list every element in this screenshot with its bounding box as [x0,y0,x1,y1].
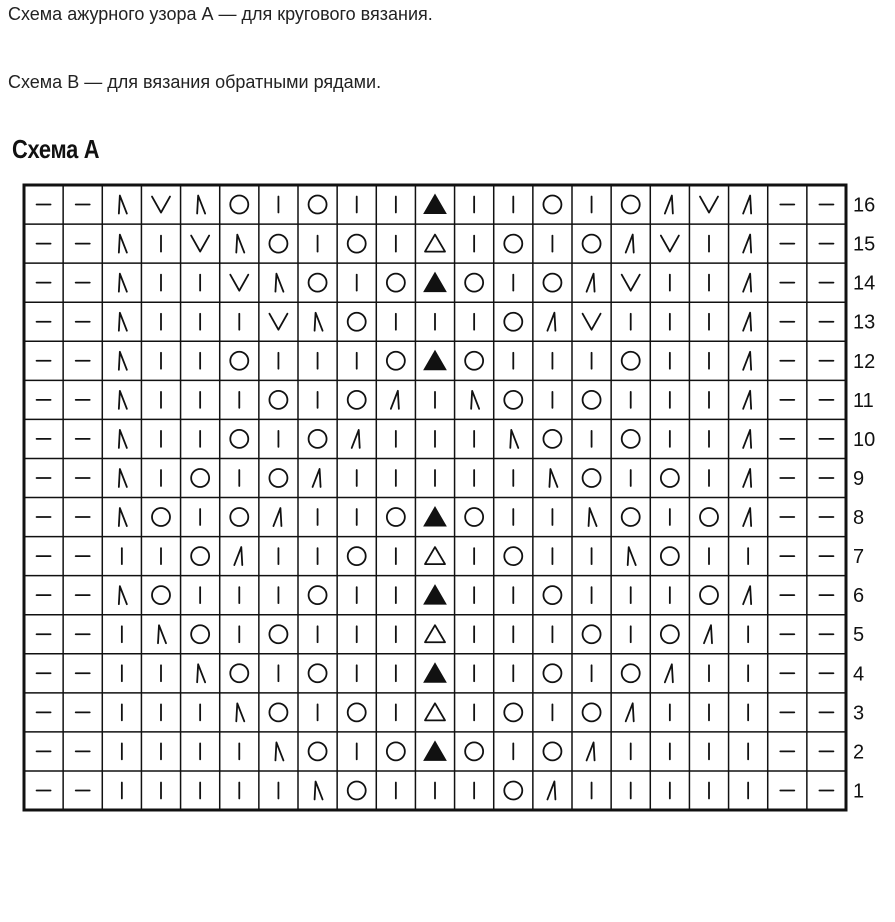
yarn-over-circle-symbol [622,196,640,214]
yarn-over-circle-symbol [583,235,601,253]
slant-right-decrease-symbol [391,391,399,409]
slant-left-decrease-symbol [236,703,244,721]
slant-right-decrease-symbol [743,430,751,448]
slant-right-decrease-symbol [743,274,751,292]
yarn-over-circle-symbol [152,508,170,526]
slant-left-decrease-symbol [119,274,127,292]
yarn-over-circle-symbol [465,508,483,526]
slant-right-decrease-symbol [313,469,321,487]
slant-right-decrease-symbol [743,352,751,370]
yarn-over-circle-symbol [465,352,483,370]
slant-right-decrease-symbol [626,703,634,721]
yarn-over-circle-symbol [622,352,640,370]
slant-left-decrease-symbol [158,625,166,643]
yarn-over-circle-symbol [622,430,640,448]
yarn-over-circle-symbol [309,742,327,760]
yarn-over-circle-symbol [661,625,679,643]
slant-left-decrease-symbol [119,508,127,526]
filled-triangle-decrease-symbol [424,663,446,682]
yarn-over-circle-symbol [191,547,209,565]
slant-right-decrease-symbol [743,196,751,214]
yarn-over-circle-symbol [543,274,561,292]
slant-left-decrease-symbol [119,430,127,448]
slant-left-decrease-symbol [119,235,127,253]
slant-left-decrease-symbol [197,664,205,682]
slant-right-decrease-symbol [665,196,673,214]
open-triangle-symbol [425,703,445,720]
slant-right-decrease-symbol [665,664,673,682]
slant-left-decrease-symbol [471,391,479,409]
yarn-over-circle-symbol [348,703,366,721]
slant-left-decrease-symbol [197,196,205,214]
yarn-over-circle-symbol [700,586,718,604]
slant-right-decrease-symbol [587,274,595,292]
yarn-over-circle-symbol [191,625,209,643]
yarn-over-circle-symbol [661,547,679,565]
slant-right-decrease-symbol [587,742,595,760]
yarn-over-circle-symbol [543,586,561,604]
slant-left-decrease-symbol [119,391,127,409]
row-number: 7 [853,546,865,569]
slant-right-decrease-symbol [273,508,281,526]
chart-title: Схема А [12,134,100,164]
slant-right-decrease-symbol [743,469,751,487]
slant-right-decrease-symbol [743,235,751,253]
v-decrease-symbol [152,197,170,213]
yarn-over-circle-symbol [543,742,561,760]
yarn-over-circle-symbol [504,781,522,799]
yarn-over-circle-symbol [504,547,522,565]
yarn-over-circle-symbol [622,664,640,682]
yarn-over-circle-symbol [504,703,522,721]
yarn-over-circle-symbol [230,196,248,214]
filled-triangle-decrease-symbol [424,585,446,604]
slant-right-decrease-symbol [234,547,242,565]
filled-triangle-decrease-symbol [424,741,446,760]
slant-right-decrease-symbol [743,508,751,526]
yarn-over-circle-symbol [465,274,483,292]
slant-right-decrease-symbol [547,781,555,799]
slant-right-decrease-symbol [704,625,712,643]
yarn-over-circle-symbol [583,703,601,721]
row-number: 3 [853,702,865,725]
yarn-over-circle-symbol [583,625,601,643]
caption-scheme-a: Схема ажурного узора А — для кругового вязания. [8,4,433,24]
slant-right-decrease-symbol [352,430,360,448]
open-triangle-symbol [425,547,445,564]
yarn-over-circle-symbol [309,274,327,292]
row-number: 14 [853,272,876,295]
row-number: 8 [853,507,865,530]
slant-left-decrease-symbol [119,352,127,370]
yarn-over-circle-symbol [543,664,561,682]
yarn-over-circle-symbol [583,469,601,487]
yarn-over-circle-symbol [348,391,366,409]
row-number: 1 [853,780,865,803]
row-number: 2 [853,741,865,764]
caption-scheme-b: Схема В — для вязания обратными рядами. [8,72,382,92]
filled-triangle-decrease-symbol [424,507,446,526]
row-number: 11 [853,389,874,412]
row-number: 9 [853,467,865,490]
v-decrease-symbol [622,275,640,291]
v-decrease-symbol [661,236,679,252]
slant-right-decrease-symbol [626,235,634,253]
v-decrease-symbol [230,275,248,291]
yarn-over-circle-symbol [465,742,483,760]
yarn-over-circle-symbol [387,274,405,292]
slant-left-decrease-symbol [589,508,597,526]
slant-left-decrease-symbol [119,469,127,487]
yarn-over-circle-symbol [309,196,327,214]
v-decrease-symbol [583,314,601,330]
slant-right-decrease-symbol [743,586,751,604]
row-number: 5 [853,624,865,647]
row-number: 13 [853,311,876,334]
v-decrease-symbol [700,197,718,213]
slant-right-decrease-symbol [547,313,555,331]
slant-left-decrease-symbol [315,313,323,331]
yarn-over-circle-symbol [309,586,327,604]
open-triangle-symbol [425,625,445,642]
slant-right-decrease-symbol [743,391,751,409]
yarn-over-circle-symbol [191,469,209,487]
yarn-over-circle-symbol [348,235,366,253]
yarn-over-circle-symbol [269,235,287,253]
row-number: 10 [853,428,876,451]
yarn-over-circle-symbol [583,391,601,409]
row-number: 4 [853,663,865,686]
yarn-over-circle-symbol [700,508,718,526]
yarn-over-circle-symbol [230,664,248,682]
slant-left-decrease-symbol [119,586,127,604]
row-number: 15 [853,233,876,256]
filled-triangle-decrease-symbol [424,351,446,370]
slant-left-decrease-symbol [275,274,283,292]
row-number: 16 [853,194,876,217]
slant-left-decrease-symbol [315,781,323,799]
slant-right-decrease-symbol [743,313,751,331]
yarn-over-circle-symbol [230,508,248,526]
yarn-over-circle-symbol [348,313,366,331]
yarn-over-circle-symbol [543,430,561,448]
v-decrease-symbol [191,236,209,252]
yarn-over-circle-symbol [152,586,170,604]
yarn-over-circle-symbol [543,196,561,214]
slant-left-decrease-symbol [119,313,127,331]
yarn-over-circle-symbol [622,508,640,526]
yarn-over-circle-symbol [269,703,287,721]
slant-left-decrease-symbol [628,547,636,565]
slant-left-decrease-symbol [549,469,557,487]
yarn-over-circle-symbol [504,313,522,331]
yarn-over-circle-symbol [387,508,405,526]
yarn-over-circle-symbol [269,391,287,409]
yarn-over-circle-symbol [309,664,327,682]
slant-left-decrease-symbol [275,742,283,760]
yarn-over-circle-symbol [269,625,287,643]
yarn-over-circle-symbol [661,469,679,487]
yarn-over-circle-symbol [230,430,248,448]
row-number-labels [853,195,875,803]
slant-left-decrease-symbol [236,235,244,253]
yarn-over-circle-symbol [269,469,287,487]
v-decrease-symbol [269,314,287,330]
row-number: 12 [853,350,876,373]
yarn-over-circle-symbol [348,781,366,799]
open-triangle-symbol [425,235,445,252]
yarn-over-circle-symbol [309,430,327,448]
slant-left-decrease-symbol [119,196,127,214]
yarn-over-circle-symbol [387,742,405,760]
yarn-over-circle-symbol [348,547,366,565]
yarn-over-circle-symbol [504,235,522,253]
yarn-over-circle-symbol [387,352,405,370]
yarn-over-circle-symbol [230,352,248,370]
row-number: 6 [853,585,865,608]
slant-left-decrease-symbol [510,430,518,448]
filled-triangle-decrease-symbol [424,273,446,292]
yarn-over-circle-symbol [504,391,522,409]
filled-triangle-decrease-symbol [424,195,446,214]
